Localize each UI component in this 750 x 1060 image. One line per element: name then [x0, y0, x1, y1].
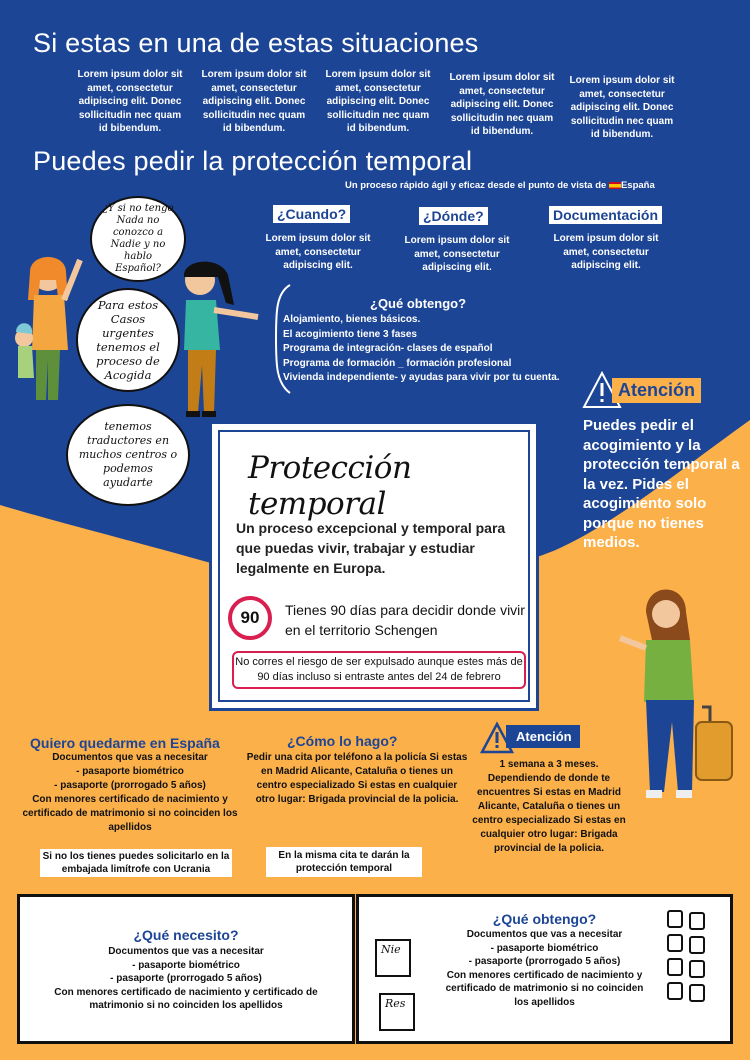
obtain-item: Alojamiento, bienes básicos. [283, 314, 421, 325]
get-line: Con menores certificado de nacimiento y certificado de matrimonio si no coinciden los apellidos [445, 969, 644, 1008]
spain-flag-icon [609, 182, 621, 189]
get-line: - pasaporte (prorrogado 5 años) [468, 956, 621, 967]
situation-3: Lorem ipsum dolor sit amet, consectetur adipiscing elit. Donec sollicitudin nec quam id bibendum. [325, 69, 431, 134]
question-where-label: ¿Dónde? [419, 207, 488, 225]
subtitle-country: España [620, 180, 655, 191]
get-title: ¿Qué obtengo? [492, 911, 597, 927]
attention-lower-header [480, 720, 602, 756]
need-text [20, 945, 352, 1013]
need-panel [17, 894, 355, 1044]
man-pointing-illustration [168, 255, 263, 420]
question-where [419, 208, 488, 226]
situation-2: Lorem ipsum dolor sit amet, consectetur adipiscing elit. Donec sollicitudin nec quam id bibendum. [201, 69, 307, 134]
question-docs [549, 207, 662, 225]
speech-bubble-3-text: tenemos traductores en muchos centros o podemos ayudarte [78, 420, 178, 489]
stay-line: - pasaporte biométrico [76, 766, 184, 777]
how-title: ¿Cómo lo hago? [287, 733, 398, 749]
need-title: ¿Qué necesito? [133, 927, 239, 943]
stay-line: Documentos que vas a necesitar [52, 752, 208, 763]
attention-right-text: Puedes pedir el acogimiento y la protección temporal a la vez. Pides el acogimiento solo porque no tienes medios. [583, 417, 740, 551]
speech-bubble-2 [76, 288, 180, 392]
protection-subtitle [345, 180, 655, 191]
temporary-protection-card [209, 421, 539, 711]
stay-title: Quiero quedarme en España [30, 735, 220, 751]
question-when [273, 206, 350, 224]
stay-line: Con menores certificado de nacimiento y certificado de matrimonio si no coinciden los apellidos [22, 794, 238, 833]
obtain-item: El acogimiento tiene 3 fases [283, 328, 417, 340]
obtain-item: Vivienda independiente- y ayudas para vivir por tu cuenta. [283, 372, 560, 383]
question-when-text: Lorem ipsum dolor sit amet, consectetur adipiscing elit. [265, 233, 371, 271]
days-badge: 90 [228, 596, 272, 640]
get-line: - pasaporte biométrico [490, 942, 599, 954]
attention-right-label: Atención [612, 378, 701, 403]
question-where-text: Lorem ipsum dolor sit amet, consectetur adipiscing elit. [404, 235, 510, 273]
need-line: - pasaporte biométrico [132, 959, 240, 971]
need-line: Con menores certificado de nacimiento y certificado de matrimonio si no coinciden los apellidos [54, 986, 318, 1011]
warning-box: No corres el riesgo de ser expulsado aunque estes más de 90 días incluso si entraste antes del 24 de febrero [232, 651, 526, 689]
traveler-with-suitcase-illustration [616, 582, 741, 807]
get-line: Documentos que vas a necesitar [466, 929, 623, 940]
speech-bubble-2-text: Para estos Casos urgentes tenemos el proceso de Acogida [96, 298, 160, 382]
how-text: Pedir una cita por teléfono a la policía Si estas en Madrid Alicante, Cataluña o tienes un centro especializado Si estas en cualquier otro lugar: Brigada provincial de la policia. [246, 752, 468, 805]
stay-note: Si no los tienes puedes solicitarlo en la embajada limítrofe con Ucrania [40, 849, 232, 877]
card-description: Un proceso excepcional y temporal para que puedas vivir, trabajar y estudiar legalmente en Europa. [236, 520, 506, 576]
question-docs-text: Lorem ipsum dolor sit amet, consectetur adipiscing elit. [553, 233, 659, 271]
situation-5: Lorem ipsum dolor sit amet, consectetur adipiscing elit. Donec sollicitudin nec quam id bibendum. [569, 75, 675, 140]
page-title: Si estas en una de estas situaciones [33, 28, 479, 58]
question-docs-label: Documentación [549, 206, 662, 224]
attention-right-header [582, 370, 704, 410]
attention-lower-label: Atención [506, 725, 580, 748]
question-when-label: ¿Cuando? [273, 205, 350, 223]
protection-title: Puedes pedir la protección temporal [33, 146, 473, 176]
obtain-list [283, 313, 560, 386]
attention-lower-text: 1 semana a 3 meses. Dependiendo de donde te encuentres Si estas en Madrid Alicante, Cataluña o tienes un centro especializado Si estas en cualquier otro lugar: Brigada provincial de la policia. [472, 759, 626, 854]
speech-bubble-1-text: ¿Y si no tengo Nada no conozco a Nadie y no hablo Español? [102, 203, 174, 274]
need-line: Documentos que vas a necesitar [108, 946, 264, 957]
subtitle-text: Un proceso rápido ágil y eficaz desde el punto de vista de [345, 180, 607, 191]
situation-4: Lorem ipsum dolor sit amet, consectetur adipiscing elit. Donec sollicitudin nec quam id bibendum. [449, 72, 555, 137]
res-document-icon: Res [379, 993, 415, 1031]
stay-line: - pasaporte (prorrogado 5 años) [54, 780, 206, 791]
stay-text [22, 751, 238, 835]
nie-document-icon: Nie [375, 939, 411, 977]
obtain-title: ¿Qué obtengo? [370, 296, 467, 311]
documents-grid-icon [664, 907, 714, 1003]
days-text: Tienes 90 días para decidir donde vivir en el territorio Schengen [285, 602, 525, 638]
card-title: Protección temporal [248, 450, 412, 522]
situation-1: Lorem ipsum dolor sit amet, consectetur adipiscing elit. Donec sollicitudin nec quam id bibendum. [77, 69, 183, 134]
woman-with-child-illustration [8, 240, 88, 410]
how-note: En la misma cita te darán la protección temporal [266, 847, 422, 877]
obtain-item: Programa de formación _ formación profesional [283, 357, 512, 369]
obtain-item: Programa de integración- clases de español [283, 343, 493, 354]
get-panel [356, 894, 733, 1044]
need-line: - pasaporte (prorrogado 5 años) [110, 973, 262, 984]
